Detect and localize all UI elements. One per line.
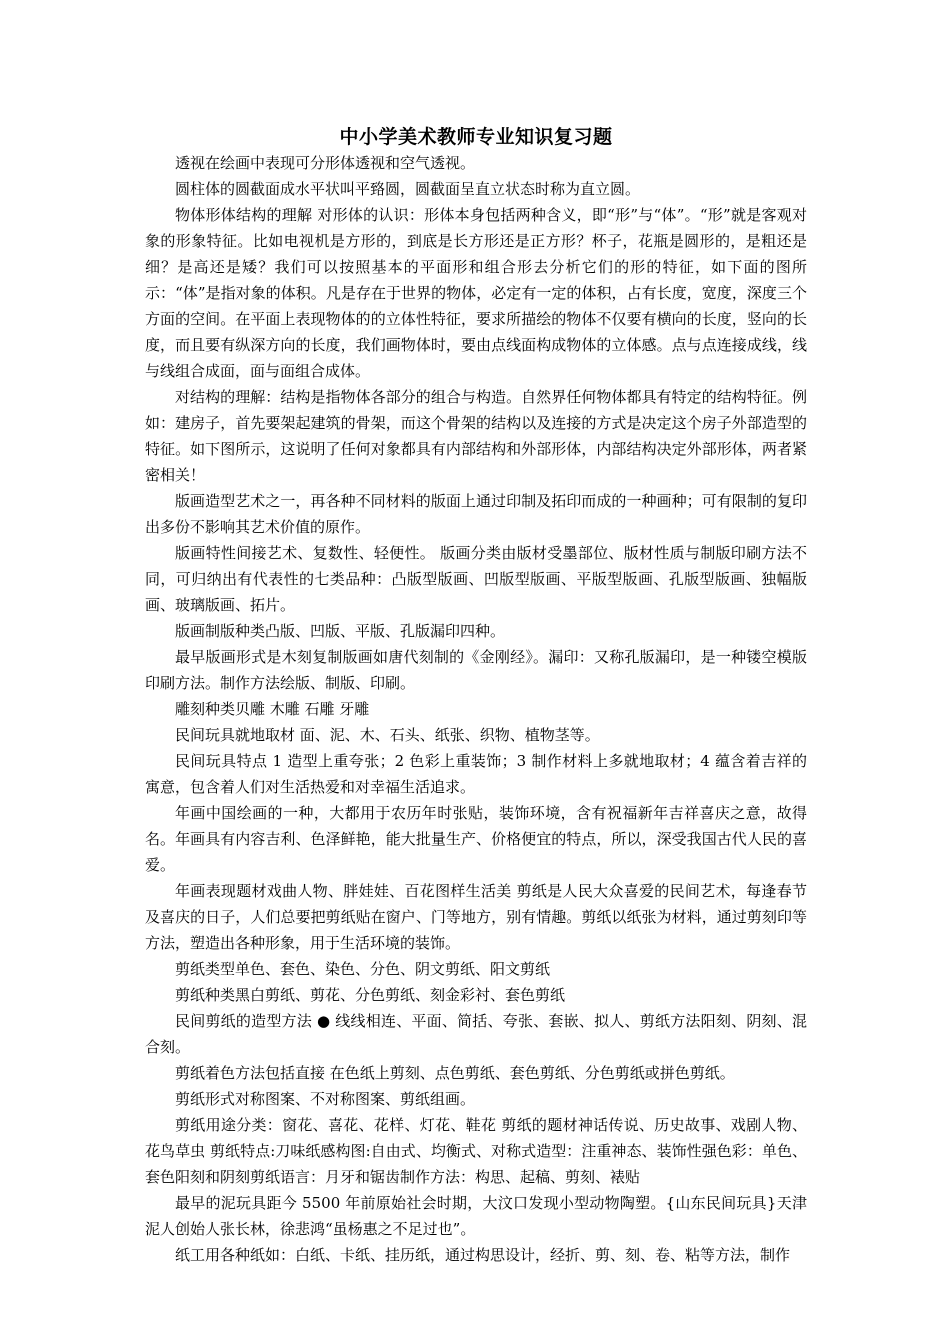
paragraph-paper-craft: 纸工用各种纸如：白纸、卡纸、挂历纸，通过构思设计，经折、剪、刻、卷、粘等方法，制作	[175, 1246, 791, 1264]
paragraph-new-year-painting: 年画中国绘画的一种，大都用于农历年时张贴，装饰环境，含有祝福新年吉祥喜庆之意，故得名。年画具有内容吉利、色泽鲜艳，能大批量生产、价格便宜的特点，所以，深受我国古代人民的喜爱。	[145, 804, 807, 874]
paragraph-form-structure: 物体形体结构的理解 对形体的认识：形体本身包括两种含义，即“形”与“体”。“形”就是客观对象的形象特征。比如电视机是方形的，到底是长方形还是正方形？杯子，花瓶是圆形的，是粗还是细？是高还是矮？我们可以按照基本的平面形和组合形去分析它们的形的特征，如下面的图所示：“体”是指对象的体积。凡是存在于世界的物体，必定有一定的体积，占有长度，宽度，深度三个方面的空间。在平面上表现物体的的立体性特征，要求所描绘的物体不仅要有横向的长度，竖向的长度，而且要有纵深方向的长度，我们画物体时，要由点线面构成物体的立体感。点与点连接成线，线与线组合成面，面与面组合成体。	[145, 206, 807, 380]
paragraph-papercut-coloring: 剪纸着色方法包括直接 在色纸上剪刻、点色剪纸、套色剪纸、分色剪纸或拼色剪纸。	[175, 1064, 735, 1082]
paragraph-carving: 雕刻种类贝雕 木雕 石雕 牙雕	[175, 700, 370, 718]
paragraph-perspective: 透视在绘画中表现可分形体透视和空气透视。	[175, 154, 476, 172]
paragraph-toy-traits: 民间玩具特点 1 造型上重夸张；2 色彩上重装饰；3 制作材料上多就地取材；4 蕴含着吉祥的寓意，包含着人们对生活热爱和对幸福生活追求。	[145, 752, 807, 796]
paragraph-earliest-print: 最早版画形式是木刻复制版画如唐代刻制的《金刚经》。漏印：又称孔版漏印，是一种镂空模版印刷方法。制作方法绘版、制版、印刷。	[145, 648, 807, 692]
paragraph-printmaking-traits: 版画特性间接艺术、复数性、轻便性。 版画分类由版材受墨部位、版材性质与制版印刷方法不同，可归纳出有代表性的七类品种：凸版型版画、凹版型版画、平版型版画、孔版型版画、独幅版画、玻璃版画、拓片。	[145, 544, 807, 614]
paragraph-papercut-forms: 剪纸形式对称图案、不对称图案、剪纸组画。	[175, 1090, 476, 1108]
paragraph-printmaking: 版画造型艺术之一，再各种不同材料的版面上通过印制及拓印而成的一种画种；可有限制的复印出多份不影响其艺术价值的原作。	[145, 492, 807, 536]
paragraph-papercut-uses: 剪纸用途分类：窗花、喜花、花样、灯花、鞋花 剪纸的题材神话传说、历史故事、戏剧人物、花鸟草虫 剪纸特点:刀味纸感构图:自由式、均衡式、对称式造型：注重神态、装饰性强色彩：单色、套色阳刻和阴刻剪纸语言：月牙和锯齿制作方法：构思、起稿、剪刻、裱贴	[145, 1116, 807, 1186]
document-title: 中小学美术教师专业知识复习题	[339, 126, 613, 148]
paragraph-papercut-intro: 年画表现题材戏曲人物、胖娃娃、百花图样生活美 剪纸是人民大众喜爱的民间艺术，每逢春节及喜庆的日子，人们总要把剪纸贴在窗户、门等地方，别有情趣。剪纸以纸张为材料，通过剪刻印等方法，塑造出各种形象，用于生活环境的装饰。	[145, 882, 807, 952]
paragraph-cylinder: 圆柱体的圆截面成水平状叫平臵圆，圆截面呈直立状态时称为直立圆。	[175, 180, 641, 198]
paragraph-structure: 对结构的理解：结构是指物体各部分的组合与构造。自然界任何物体都具有特定的结构特征。例如：建房子，首先要架起建筑的骨架，而这个骨架的结构以及连接的方式是决定这个房子外部造型的特征。如下图所示，这说明了任何对象都具有内部结构和外部形体，内部结构决定外部形体，两者紧密相关！	[145, 388, 807, 484]
paragraph-papercut-methods: 民间剪纸的造型方法 ● 线线相连、平面、简括、夸张、套嵌、拟人、剪纸方法阳刻、阴刻、混合刻。	[145, 1012, 807, 1056]
paragraph-clay-toys: 最早的泥玩具距今 5500 年前原始社会时期，大汶口发现小型动物陶塑。{山东民间玩具}天津泥人创始人张长林，徐悲鸿“虽杨惠之不足过也”。	[145, 1194, 807, 1238]
paragraph-papercut-types: 剪纸类型单色、套色、染色、分色、阴文剪纸、阳文剪纸	[175, 960, 551, 978]
paragraph-papercut-kinds: 剪纸种类黑白剪纸、剪花、分色剪纸、刻金彩衬、套色剪纸	[175, 986, 566, 1004]
document-body	[145, 124, 807, 1264]
paragraph-toy-materials: 民间玩具就地取材 面、泥、木、石头、纸张、织物、植物茎等。	[175, 726, 600, 744]
paragraph-plate-types: 版画制版种类凸版、凹版、平版、孔版漏印四种。	[175, 622, 506, 640]
